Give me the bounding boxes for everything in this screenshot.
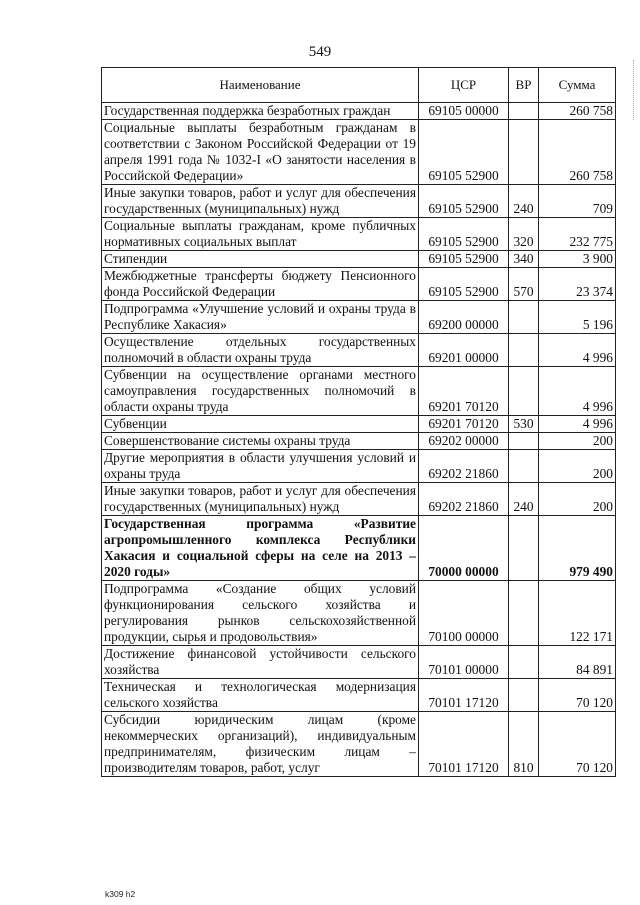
- row-sum: 232 775: [539, 218, 616, 251]
- row-sum: 4 996: [539, 416, 616, 433]
- row-sum: 260 758: [539, 103, 616, 120]
- scan-edge-marks: [633, 60, 636, 120]
- row-csr: 69105 52900: [419, 120, 509, 185]
- row-vr: 240: [509, 483, 539, 516]
- row-name: Субсидии юридическим лицам (кроме некоммерческих организаций), индивидуальным предпринимателям, физическим лицам – производителям товаров, работ, услуг: [102, 712, 419, 777]
- row-vr: 530: [509, 416, 539, 433]
- row-vr: [509, 516, 539, 581]
- table-row: [102, 450, 616, 483]
- row-sum: 70 120: [539, 679, 616, 712]
- row-csr: 70101 17120: [419, 679, 509, 712]
- table-row: [102, 646, 616, 679]
- row-csr: 69105 52900: [419, 251, 509, 268]
- table-row: [102, 334, 616, 367]
- row-vr: [509, 646, 539, 679]
- table-row: [102, 218, 616, 251]
- row-name: Социальные выплаты безработным гражданам в соответствии с Законом Российской Федерации от 19 апреля 1991 года № 1032-I «О занятости населения в Российской Федерации»: [102, 120, 419, 185]
- column-header-sum: Сумма: [539, 68, 616, 103]
- row-name: Стипендии: [102, 251, 419, 268]
- row-csr: 69105 52900: [419, 268, 509, 301]
- row-name: Подпрограмма «Создание общих условий функционирования сельского хозяйства и регулирования рынков сельскохозяйственной продукции, сырья и продовольствия»: [102, 581, 419, 646]
- row-sum: 200: [539, 450, 616, 483]
- row-csr: 69105 52900: [419, 218, 509, 251]
- row-vr: 340: [509, 251, 539, 268]
- table-row: [102, 516, 616, 581]
- table-row: [102, 103, 616, 120]
- row-csr: 69201 70120: [419, 367, 509, 416]
- row-csr: 69202 00000: [419, 433, 509, 450]
- table-row: [102, 433, 616, 450]
- row-csr: 69202 21860: [419, 483, 509, 516]
- row-sum: 979 490: [539, 516, 616, 581]
- table-row: [102, 301, 616, 334]
- row-sum: 4 996: [539, 367, 616, 416]
- row-vr: [509, 301, 539, 334]
- row-name: Социальные выплаты гражданам, кроме публичных нормативных социальных выплат: [102, 218, 419, 251]
- row-name: Другие мероприятия в области улучшения условий и охраны труда: [102, 450, 419, 483]
- row-csr: 70101 00000: [419, 646, 509, 679]
- table-row: [102, 367, 616, 416]
- row-name: Достижение финансовой устойчивости сельского хозяйства: [102, 646, 419, 679]
- row-name: Техническая и технологическая модернизация сельского хозяйства: [102, 679, 419, 712]
- table-row: [102, 268, 616, 301]
- column-header-csr: ЦСР: [419, 68, 509, 103]
- row-vr: [509, 581, 539, 646]
- table-row: [102, 416, 616, 433]
- table-row: [102, 251, 616, 268]
- table-row: [102, 185, 616, 218]
- row-csr: 70101 17120: [419, 712, 509, 777]
- row-name: Осуществление отдельных государственных полномочий в области охраны труда: [102, 334, 419, 367]
- row-sum: 200: [539, 483, 616, 516]
- row-vr: 810: [509, 712, 539, 777]
- row-csr: 69200 00000: [419, 301, 509, 334]
- budget-table: [101, 67, 616, 777]
- row-sum: 84 891: [539, 646, 616, 679]
- page-number: 549: [308, 44, 332, 60]
- row-name: Государственная поддержка безработных граждан: [102, 103, 419, 120]
- row-csr: 69202 21860: [419, 450, 509, 483]
- row-name: Совершенствование системы охраны труда: [102, 433, 419, 450]
- row-sum: 23 374: [539, 268, 616, 301]
- table-row: [102, 679, 616, 712]
- row-csr: 69201 70120: [419, 416, 509, 433]
- row-csr: 69201 00000: [419, 334, 509, 367]
- row-vr: [509, 103, 539, 120]
- table-row: [102, 712, 616, 777]
- table-row: [102, 120, 616, 185]
- row-vr: [509, 367, 539, 416]
- row-name: Субвенции на осуществление органами местного самоуправления государственных полномочий в области охраны труда: [102, 367, 419, 416]
- row-csr: 70000 00000: [419, 516, 509, 581]
- row-sum: 3 900: [539, 251, 616, 268]
- row-vr: [509, 679, 539, 712]
- row-sum: 122 171: [539, 581, 616, 646]
- row-name: Иные закупки товаров, работ и услуг для обеспечения государственных (муниципальных) нужд: [102, 483, 419, 516]
- row-name: Государственная программа «Развитие агропромышленного комплекса Республики Хакасия и социальной сферы на селе на 2013 – 2020 годы»: [102, 516, 419, 581]
- table-header-row: [102, 68, 616, 103]
- row-sum: 709: [539, 185, 616, 218]
- row-name: Межбюджетные трансферты бюджету Пенсионного фонда Российской Федерации: [102, 268, 419, 301]
- row-vr: 240: [509, 185, 539, 218]
- row-csr: 69105 00000: [419, 103, 509, 120]
- row-vr: 320: [509, 218, 539, 251]
- column-header-vr: ВР: [509, 68, 539, 103]
- row-sum: 4 996: [539, 334, 616, 367]
- row-name: Иные закупки товаров, работ и услуг для обеспечения государственных (муниципальных) нужд: [102, 185, 419, 218]
- row-vr: [509, 433, 539, 450]
- row-vr: 570: [509, 268, 539, 301]
- row-vr: [509, 120, 539, 185]
- row-vr: [509, 334, 539, 367]
- row-name: Подпрограмма «Улучшение условий и охраны труда в Республике Хакасия»: [102, 301, 419, 334]
- column-header-name: Наименование: [102, 68, 419, 103]
- row-sum: 5 196: [539, 301, 616, 334]
- row-sum: 260 758: [539, 120, 616, 185]
- footer-code: k309 h2: [105, 889, 136, 899]
- row-csr: 70100 00000: [419, 581, 509, 646]
- row-sum: 70 120: [539, 712, 616, 777]
- row-name: Субвенции: [102, 416, 419, 433]
- table-row: [102, 483, 616, 516]
- row-sum: 200: [539, 433, 616, 450]
- table-body: [102, 103, 616, 777]
- row-csr: 69105 52900: [419, 185, 509, 218]
- table-row: [102, 581, 616, 646]
- row-vr: [509, 450, 539, 483]
